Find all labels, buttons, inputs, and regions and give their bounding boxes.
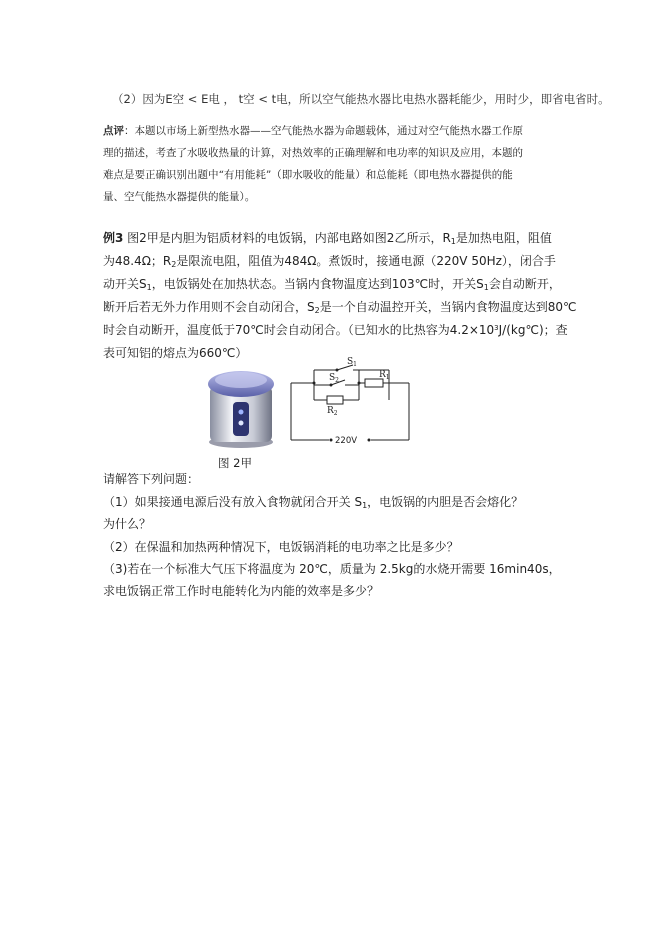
- question-2: （2）在保温和加热两种情况下，电饭锅消耗的电功率之比是多少？: [103, 540, 459, 554]
- time-symbol-2: t: [271, 92, 277, 106]
- ex-text: 是加热电阻，阻值: [455, 231, 552, 245]
- less-than: <: [184, 92, 202, 106]
- comment-line-3: [103, 167, 563, 182]
- r2-label: $R_2$: [327, 406, 338, 417]
- comment-line-4: [103, 189, 563, 204]
- example-line-2: [103, 252, 556, 269]
- example-line-1: [103, 229, 552, 246]
- comment-line-2: [103, 145, 563, 160]
- dian-label-2: 电: [276, 92, 288, 106]
- figure-caption: 图 2甲: [218, 456, 252, 470]
- q-text: （1）如果接通电源后没有放入食物就闭合开关 S: [103, 495, 363, 509]
- example-label: 例3: [103, 231, 124, 245]
- example-line-3: [103, 275, 561, 292]
- answer-prefix: （2）因为: [112, 92, 166, 106]
- kong-label-2: 空: [243, 92, 255, 106]
- sub: 2: [171, 260, 177, 269]
- comment-line-1: [103, 123, 563, 138]
- r1-label: $R_1$: [379, 370, 390, 381]
- energy-symbol: E: [165, 92, 173, 106]
- question-3: （3)若在一个标准大气压下将温度为 20℃，质量为 2.5kg的水烧开需要 16min40s，: [103, 562, 561, 576]
- comment-text-1: ：本题以市场上新型热水器——空气能热水器为命题载体，通过对空气能热水器工作原: [124, 125, 523, 137]
- ex-text: 图2甲是内胆为铝质材料的电饭锅，内部电路如图2乙所示，R: [123, 231, 451, 245]
- comment-label: 点评: [103, 125, 124, 137]
- example-line-5: [103, 321, 568, 338]
- ex-text: 是一个自动温控开关，当锅内食物温度达到80℃: [319, 300, 577, 314]
- q-text: ，电饭锅的内胆是否会熔化？: [367, 495, 524, 509]
- ex-text: 为48.4Ω；R: [103, 254, 172, 268]
- sup: 3: [494, 324, 499, 332]
- comment-text-4: 量、空气能热水器提供的能量）。: [103, 191, 256, 203]
- answer-line: [112, 91, 610, 107]
- example-line-6: [103, 344, 247, 361]
- question-1: [103, 493, 523, 510]
- ex-text: 时会自动断开，温度低于70℃时会自动闭合。（已知水的比热容为4.2×10: [103, 323, 495, 337]
- energy-symbol-2: E: [201, 92, 209, 106]
- sub: 2: [314, 306, 320, 315]
- sub: 1: [483, 283, 489, 292]
- question-1-cont: 为什么？: [103, 517, 152, 531]
- dian-label: 电: [208, 92, 220, 106]
- questions-intro: 请解答下列问题：: [103, 472, 200, 486]
- ex-text: ，电饭锅处在加热状态。当锅内食物温度达到103℃时，开关S: [151, 277, 484, 291]
- ex-text: J/(kg℃)；查: [498, 323, 568, 337]
- comma: ，: [219, 92, 235, 106]
- example-line-4: [103, 298, 576, 315]
- circuit-diagram: [289, 355, 414, 445]
- source-label: 220V: [335, 436, 358, 445]
- rice-cooker-image: [205, 362, 277, 450]
- comment-text-3: 难点是要正确识别出题中“有用能耗”（即水吸收的能量）和总能耗（即电热水器提供的能: [103, 169, 513, 181]
- s1-label: $S_1$: [347, 357, 357, 368]
- ex-text: 表可知铝的熔点为660℃）: [103, 346, 248, 360]
- s2-label: $S_2$: [329, 373, 339, 384]
- sub: 1: [146, 283, 152, 292]
- sub: 1: [362, 501, 368, 510]
- ex-text: 会自动断开，: [488, 277, 561, 291]
- less-than-2: <: [254, 92, 272, 106]
- answer-rest: ，所以空气能热水器比电热水器耗能少，用时少，即省电省时。: [287, 92, 610, 106]
- ex-text: 是限流电阻，阻值为484Ω。煮饭时，接通电源（220V 50Hz），闭合手: [176, 254, 556, 268]
- ex-text: 断开后若无外力作用则不会自动闭合，S: [103, 300, 315, 314]
- time-symbol: t: [238, 92, 244, 106]
- sub: 1: [450, 237, 456, 246]
- comment-text-2: 理的描述，考查了水吸收热量的计算，对热效率的正确理解和电功率的知识及应用，本题的: [103, 147, 523, 159]
- question-3-cont: 求电饭锅正常工作时电能转化为内能的效率是多少？: [103, 584, 380, 598]
- ex-text: 动开关S: [103, 277, 147, 291]
- kong-label: 空: [172, 92, 185, 106]
